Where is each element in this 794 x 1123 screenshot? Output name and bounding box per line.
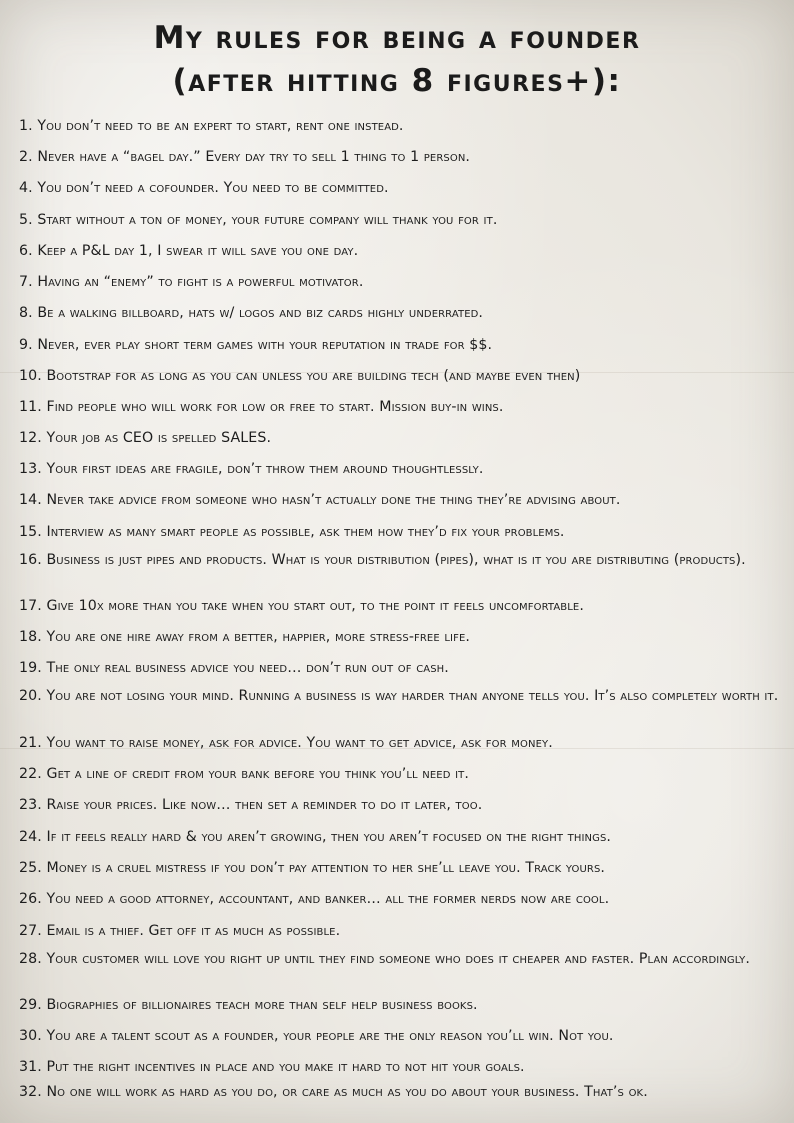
rule-item: 15. Interview as many smart people as possible, ask them how they’d fix your problems. (19, 524, 565, 540)
rule-item: 32. No one will work as hard as you do, or care as much as you do about your business. That’s ok. (19, 1084, 648, 1100)
rule-item: 21. You want to raise money, ask for advice. You want to get advice, ask for money. (19, 735, 553, 751)
title-line-1: My rules for being a founder (153, 20, 641, 56)
rule-item: 2. Never have a “bagel day.” Every day try to sell 1 thing to 1 person. (19, 149, 471, 165)
rule-item: 17. Give 10x more than you take when you start out, to the point it feels uncomfortable. (19, 598, 584, 614)
rule-item: 23. Raise your prices. Like now… then set a reminder to do it later, too. (19, 797, 483, 813)
rule-item: 4. You don’t need a cofounder. You need to be committed. (19, 180, 389, 196)
rule-item: 1. You don’t need to be an expert to start, rent one instead. (19, 118, 404, 134)
rule-item: 27. Email is a thief. Get off it as much as possible. (19, 923, 341, 939)
rule-item: 6. Keep a P&L day 1, I swear it will save you one day. (19, 243, 359, 259)
rule-item: 25. Money is a cruel mistress if you don’t pay attention to her she’ll leave you. Track yours. (19, 860, 606, 876)
rule-item: 26. You need a good attorney, accountant, and banker… all the former nerds now are cool. (19, 891, 610, 907)
rule-item: 29. Biographies of billionaires teach more than self help business books. (19, 997, 478, 1013)
rule-item: 11. Find people who will work for low or free to start. Mission buy-in wins. (19, 399, 504, 415)
rule-item: 12. Your job as CEO is spelled SALES. (19, 430, 272, 446)
rule-item: 18. You are one hire away from a better, happier, more stress-free life. (19, 629, 470, 645)
rule-item: 30. You are a talent scout as a founder, your people are the only reason you’ll win. Not you. (19, 1028, 614, 1044)
rule-item: 28. Your customer will love you right up until they find someone who does it cheaper and faster. Plan accordingly. (19, 951, 750, 967)
rule-item: 31. Put the right incentives in place and you make it hard to not hit your goals. (19, 1059, 525, 1075)
rule-item: 19. The only real business advice you need… don’t run out of cash. (19, 660, 449, 676)
rule-item: 5. Start without a ton of money, your future company will thank you for it. (19, 212, 498, 228)
rule-item: 7. Having an “enemy” to fight is a powerful motivator. (19, 274, 364, 290)
rule-item: 10. Bootstrap for as long as you can unless you are building tech (and maybe even then) (19, 368, 581, 384)
title-line-2: (after hitting 8 figures+): (172, 63, 622, 99)
rule-item: 20. You are not losing your mind. Running a business is way harder than anyone tells you. It’s also completely worth it. (19, 688, 779, 704)
rule-item: 22. Get a line of credit from your bank before you think you’ll need it. (19, 766, 469, 782)
rule-item: 16. Business is just pipes and products. What is your distribution (pipes), what is it you are distributing (products). (19, 552, 746, 568)
rule-item: 8. Be a walking billboard, hats w/ logos and biz cards highly underrated. (19, 305, 484, 321)
rule-item: 13. Your first ideas are fragile, don’t throw them around thoughtlessly. (19, 461, 484, 477)
rule-item: 24. If it feels really hard & you aren’t growing, then you aren’t focused on the right things. (19, 829, 612, 845)
rule-item: 9. Never, ever play short term games with your reputation in trade for $$. (19, 337, 493, 353)
rule-item: 14. Never take advice from someone who hasn’t actually done the thing they’re advising about. (19, 492, 621, 508)
